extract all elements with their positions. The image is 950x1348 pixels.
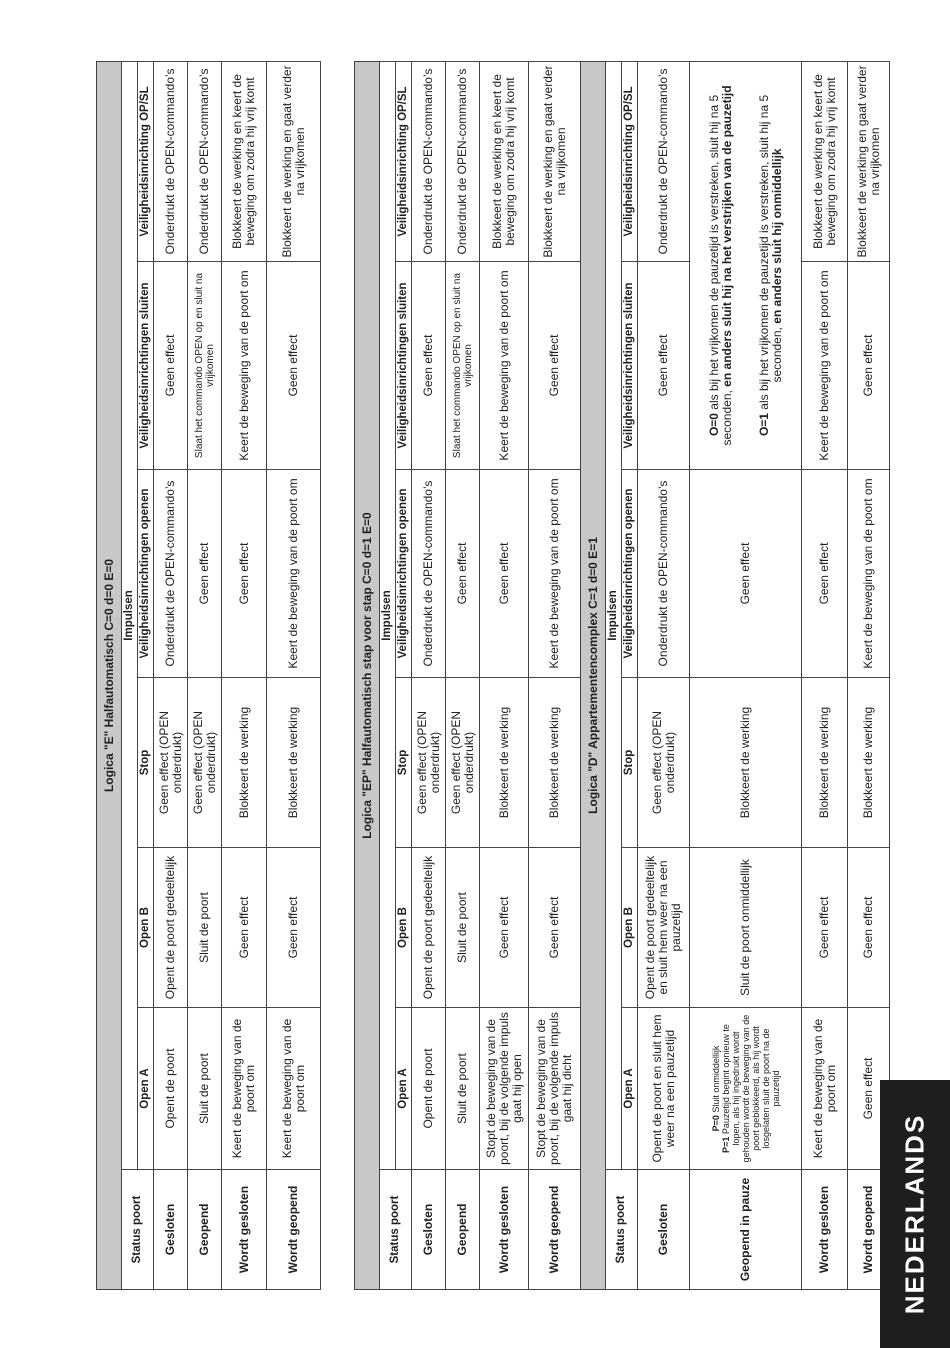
cell: Blokkeert de werking en keert de beweging om zodra hij vrij komt	[480, 62, 529, 262]
cell: Blokkeert de werking en gaat verder na vrijkomen	[529, 62, 581, 262]
cell: Onderdrukt de OPEN-commando’s	[638, 61, 690, 261]
header-veil-opsl: Veiligheidsinrichting OP/SL	[396, 62, 412, 262]
cell: Geen effect	[188, 470, 222, 678]
o0-text: als bij het vrijkomen de pauzetijd is verstreken, sluit hij na 5 seconden,	[706, 94, 734, 446]
header-open-a: Open A	[396, 1008, 412, 1170]
cell: Geen effect	[848, 262, 890, 470]
p1-text: Pauzetijd begint opnieuw te lopen, als hij ingedrukt wordt gehouden wordt de beweging van de poort geblokkeerd, als hij wordt losgelaten sluit de poort na de pauzetijd	[720, 1014, 781, 1163]
cell: Blokkeert de werking	[222, 678, 267, 848]
section-title: Logica "D" Appartementencomplex C=1 d=0 E=1	[581, 61, 606, 1289]
section-title: Logica "EP" Halfautomatisch stap voor stap C=0 d=1 E=0	[355, 62, 380, 1290]
cell: Geen effect	[802, 470, 848, 678]
cell: Geen effect	[690, 470, 802, 678]
cell: Onderdrukt de OPEN-commando’s	[154, 61, 188, 261]
table-row	[638, 61, 690, 1289]
cell: Keert de beweging van de poort om	[267, 470, 321, 678]
p0-label: P=0	[710, 1115, 721, 1132]
cell: Onderdrukt de OPEN-commando’s	[412, 470, 446, 678]
status-cell: Wordt geopend	[848, 1170, 890, 1290]
cell: Sluit de poort	[188, 848, 222, 1008]
header-veil-sluiten: Veiligheidsinrichtingen sluiten	[396, 262, 412, 470]
table-row	[690, 61, 802, 1289]
cell: Blokkeert de werking en gaat verder na vrijkomen	[267, 61, 321, 261]
cell: Geen effect (OPEN onderdrukt)	[188, 678, 222, 848]
section-logica-ep	[354, 62, 581, 1290]
o1-tail: en anders sluit hij onmiddellijk	[769, 148, 784, 328]
cell: Geen effect	[848, 1008, 890, 1170]
status-cell: Gesloten	[412, 1170, 446, 1290]
status-cell: Geopend	[188, 1170, 222, 1290]
p1-label: P=1	[720, 1136, 731, 1153]
cell: Geen effect (OPEN onderdrukt)	[638, 678, 690, 848]
cell: Sluit de poort	[446, 1008, 480, 1170]
status-cell: Wordt gesloten	[222, 1170, 267, 1290]
header-veil-opsl: Veiligheidsinrichting OP/SL	[138, 61, 154, 261]
cell: Geen effect	[154, 262, 188, 470]
header-open-a: Open A	[138, 1008, 154, 1170]
cell: Geen effect	[267, 262, 321, 470]
cell: Onderdrukt de OPEN-commando’s	[188, 61, 222, 261]
status-cell: Wordt geopend	[529, 1170, 581, 1290]
section-logica-d	[580, 62, 890, 1290]
cell: Opent de poort gedeeltelijk en sluit hem weer na een pauzetijd	[638, 848, 690, 1008]
cell: Blokkeert de werking en keert de beweging om zodra hij vrij komt	[802, 61, 848, 261]
table-row	[154, 61, 188, 1289]
table-row	[412, 62, 446, 1290]
cell: Blokkeert de werking	[267, 678, 321, 848]
o0-tail: en anders sluit hij na het verstrijken van de pauzetijd	[719, 85, 734, 391]
status-cell: Geopend	[446, 1170, 480, 1290]
header-veil-openen: Veiligheidsinrichtingen openen	[396, 470, 412, 678]
cell: Keert de beweging van de poort om	[480, 262, 529, 470]
cell: Keert de beweging van de poort om	[802, 1008, 848, 1170]
cell: Keert de beweging van de poort om	[267, 1008, 321, 1170]
cell: Sluit de poort	[188, 1008, 222, 1170]
header-open-a: Open A	[622, 1008, 638, 1170]
cell: Opent de poort	[154, 1008, 188, 1170]
o0-block	[704, 62, 738, 469]
cell: Blokkeert de werking	[480, 678, 529, 848]
header-open-b: Open B	[138, 848, 154, 1008]
cell: Onderdrukt de OPEN-commando’s	[412, 62, 446, 262]
table-row	[222, 61, 267, 1289]
o1-block	[754, 62, 788, 469]
status-cell: Wordt gesloten	[480, 1170, 529, 1290]
header-stop: Stop	[622, 678, 638, 848]
rotated-page	[96, 62, 882, 1290]
cell: Keert de beweging van de poort om	[222, 262, 267, 470]
cell: Onderdrukt de OPEN-commando’s	[154, 470, 188, 678]
table-row	[267, 61, 321, 1289]
cell: Onderdrukt de OPEN-commando’s	[446, 62, 480, 262]
cell: Geen effect (OPEN onderdrukt)	[446, 678, 480, 848]
cell: Opent de poort gedeeltelijk	[412, 848, 446, 1008]
status-cell: Gesloten	[638, 1170, 690, 1290]
header-stop: Stop	[396, 678, 412, 848]
cell: Geen effect	[412, 262, 446, 470]
cell: Keert de beweging van de poort om	[802, 262, 848, 470]
cell: Stopt de beweging van de poort, bij de volgende impuls gaat hij dicht	[529, 1008, 581, 1170]
cell: Geen effect	[529, 848, 581, 1008]
section-title: Logica "E" Halfautomatisch C=0 d=0 E=0	[97, 61, 122, 1289]
cell: Opent de poort gedeeltelijk	[154, 848, 188, 1008]
cell: Keert de beweging van de poort om	[848, 470, 890, 678]
table-logica-d	[580, 61, 890, 1290]
cell-pauze-veil	[690, 61, 802, 469]
p0-text: Sluit onmiddellijk	[710, 1045, 721, 1116]
cell: Blokkeert de werking	[690, 678, 802, 848]
cell: Geen effect	[222, 470, 267, 678]
header-stop: Stop	[138, 678, 154, 848]
cell: Keert de beweging van de poort om	[529, 470, 581, 678]
o1-label: O=1	[756, 413, 771, 437]
cell: Geen effect	[848, 848, 890, 1008]
table-row	[529, 62, 581, 1290]
cell: Sluit de poort onmiddellijk	[690, 848, 802, 1008]
cell: Onderdrukt de OPEN-commando’s	[638, 470, 690, 678]
cell: Slaat het commando OPEN op en sluit na vrijkomen	[446, 262, 480, 470]
cell: Sluit de poort	[446, 848, 480, 1008]
o1-text: als bij het vrijkomen de pauzetijd is verstreken, sluit hij na 5 seconden,	[756, 94, 784, 414]
header-open-b: Open B	[396, 848, 412, 1008]
header-open-b: Open B	[622, 848, 638, 1008]
cell: Geen effect (OPEN onderdrukt)	[412, 678, 446, 848]
cell: Blokkeert de werking	[802, 678, 848, 848]
header-status: Status poort	[380, 1170, 412, 1290]
cell: Geen effect (OPEN onderdrukt)	[154, 678, 188, 848]
cell: Stopt de beweging van de poort, bij de volgende impuls gaat hij open	[480, 1008, 529, 1170]
table-row	[480, 62, 529, 1290]
header-status: Status poort	[606, 1170, 638, 1290]
status-cell: Wordt geopend	[267, 1170, 321, 1290]
cell: Blokkeert de werking	[848, 678, 890, 848]
table-row	[188, 61, 222, 1289]
cell: Keert de beweging van de poort om	[222, 1008, 267, 1170]
cell: Geen effect	[446, 470, 480, 678]
cell: Blokkeert de werking en keert de beweging om zodra hij vrij komt	[222, 61, 267, 261]
cell: Geen effect	[802, 848, 848, 1008]
status-cell: Wordt gesloten	[802, 1170, 848, 1290]
cell: Opent de poort	[412, 1008, 446, 1170]
header-veil-openen: Veiligheidsinrichtingen openen	[138, 470, 154, 678]
header-impulsen: Impulsen	[122, 61, 138, 1169]
header-veil-opsl: Veiligheidsinrichting OP/SL	[622, 61, 638, 261]
header-veil-sluiten: Veiligheidsinrichtingen sluiten	[138, 262, 154, 470]
cell: Opent de poort en sluit hem weer na een pauzetijd	[638, 1008, 690, 1170]
cell: Geen effect	[480, 470, 529, 678]
cell: Geen effect	[267, 848, 321, 1008]
cell: Slaat het commando OPEN op en sluit na vrijkomen	[188, 262, 222, 470]
cell: Blokkeert de werking	[529, 678, 581, 848]
header-veil-openen: Veiligheidsinrichtingen openen	[622, 470, 638, 678]
status-cell: Gesloten	[154, 1170, 188, 1290]
o0-label: O=0	[706, 413, 721, 437]
table-row	[446, 62, 480, 1290]
cell: Geen effect	[638, 262, 690, 470]
table-row	[802, 61, 848, 1289]
header-impulsen: Impulsen	[606, 61, 622, 1169]
status-cell: Geopend in pauze	[690, 1170, 802, 1290]
cell: Geen effect	[529, 262, 581, 470]
header-status: Status poort	[122, 1170, 154, 1290]
section-logica-e	[96, 62, 321, 1290]
language-label: NEDERLANDS	[899, 1113, 930, 1315]
cell: Geen effect	[480, 848, 529, 1008]
cell-pauze-open-a	[690, 1008, 802, 1170]
table-logica-e	[96, 61, 321, 1290]
table-logica-ep	[354, 61, 581, 1290]
cell: Geen effect	[222, 848, 267, 1008]
language-tab	[880, 1080, 950, 1348]
header-veil-sluiten: Veiligheidsinrichtingen sluiten	[622, 262, 638, 470]
header-impulsen: Impulsen	[380, 62, 396, 1170]
cell: Blokkeert de werking en gaat verder na vrijkomen	[848, 61, 890, 261]
